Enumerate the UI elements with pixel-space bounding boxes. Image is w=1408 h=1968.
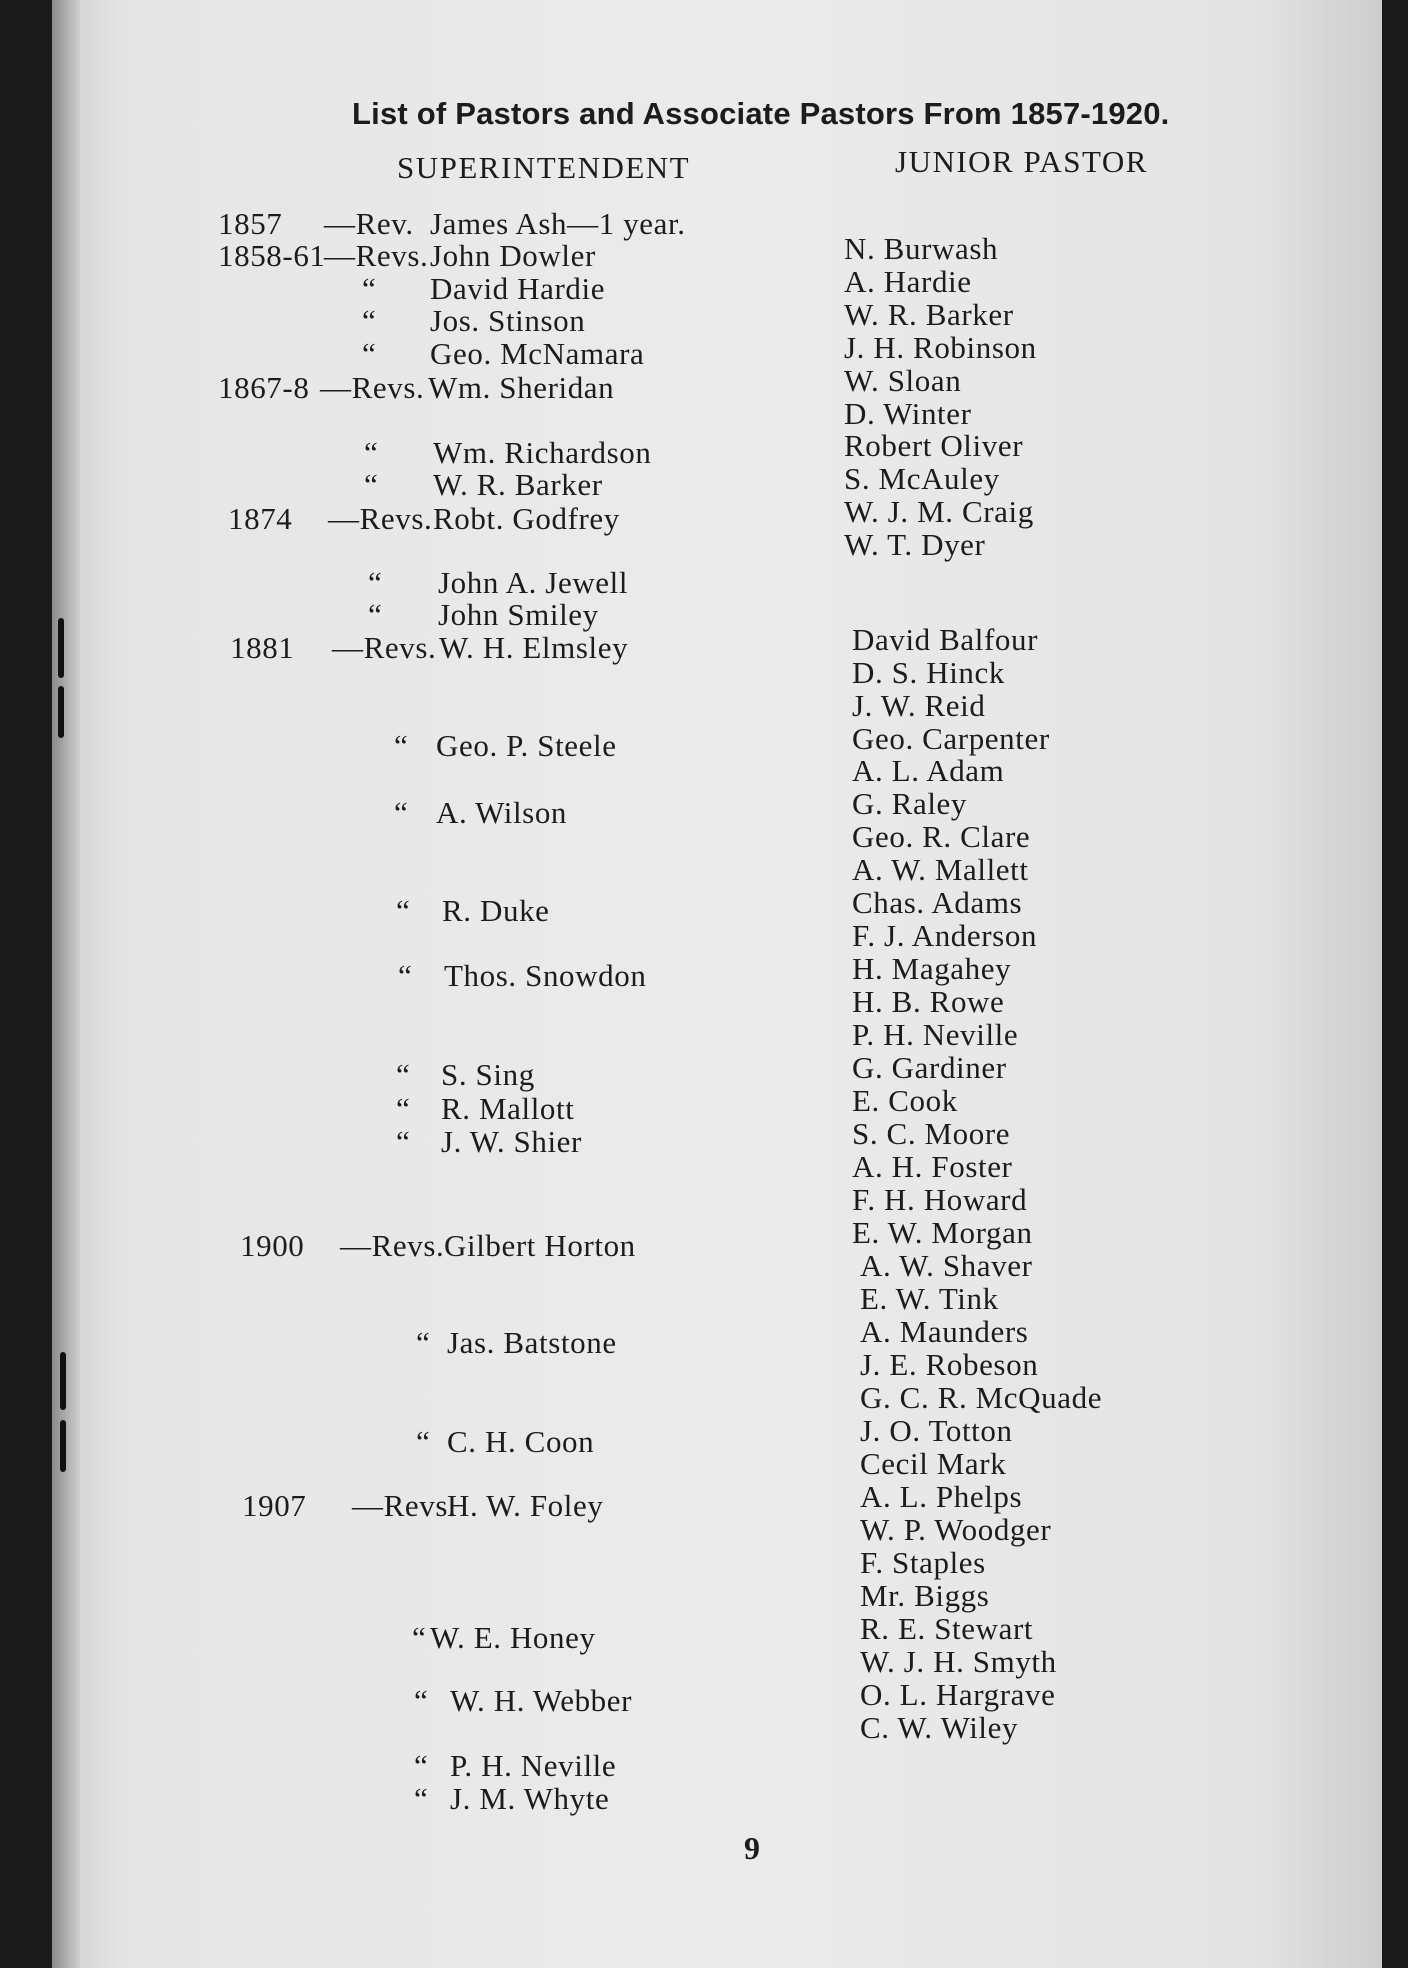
margin-mark (60, 1352, 66, 1410)
superintendent-name: James Ash—1 year. (430, 206, 686, 241)
junior-pastor-name: G. Gardiner (852, 1050, 1007, 1085)
superintendent-prefix: “ (416, 1325, 431, 1360)
junior-pastor-name: D. S. Hinck (852, 655, 1005, 690)
superintendent-prefix: “ (362, 271, 377, 306)
junior-pastor-name: C. W. Wiley (860, 1710, 1019, 1745)
junior-pastor-name: G. C. R. McQuade (860, 1380, 1103, 1415)
junior-pastor-header: JUNIOR PASTOR (895, 144, 1148, 179)
superintendent-year: 1857 (218, 206, 283, 241)
superintendent-prefix: —Revs. (352, 1488, 457, 1523)
superintendent-prefix: “ (414, 1683, 429, 1718)
superintendent-year: 1900 (240, 1228, 305, 1263)
superintendent-header: SUPERINTENDENT (397, 150, 691, 185)
junior-pastor-name: P. H. Neville (852, 1017, 1019, 1052)
junior-pastor-name: W. P. Woodger (860, 1512, 1052, 1547)
superintendent-prefix: —Revs. (332, 630, 437, 665)
junior-pastor-name: H. Magahey (852, 951, 1012, 986)
junior-pastor-name: A. W. Mallett (852, 852, 1029, 887)
junior-pastor-name: N. Burwash (844, 231, 999, 266)
superintendent-name: H. W. Foley (447, 1488, 604, 1523)
junior-pastor-name: Geo. Carpenter (852, 721, 1050, 756)
superintendent-name: W. R. Barker (433, 467, 603, 502)
junior-pastor-name: A. Hardie (844, 264, 972, 299)
superintendent-year: 1874 (228, 501, 293, 536)
superintendent-name: John A. Jewell (438, 565, 629, 600)
superintendent-name: P. H. Neville (450, 1748, 617, 1783)
junior-pastor-name: E. W. Morgan (852, 1215, 1033, 1250)
junior-pastor-name: E. Cook (852, 1083, 958, 1118)
superintendent-name: Jas. Batstone (447, 1325, 617, 1360)
junior-pastor-name: David Balfour (852, 622, 1039, 657)
junior-pastor-name: D. Winter (844, 396, 972, 431)
junior-pastor-name: W. R. Barker (844, 297, 1014, 332)
superintendent-prefix: —Revs. (328, 501, 433, 536)
margin-mark (58, 618, 64, 678)
superintendent-name: A. Wilson (436, 795, 568, 830)
margin-mark (60, 1420, 66, 1472)
superintendent-prefix: —Revs. (320, 370, 425, 405)
superintendent-prefix: “ (362, 336, 377, 371)
superintendent-prefix: “ (412, 1620, 427, 1655)
junior-pastor-name: F. J. Anderson (852, 918, 1038, 953)
superintendent-year: 1867-8 (218, 370, 310, 405)
superintendent-prefix: “ (414, 1781, 429, 1816)
superintendent-prefix: “ (396, 893, 411, 928)
superintendent-prefix: “ (416, 1424, 431, 1459)
junior-pastor-name: J. W. Reid (852, 688, 986, 723)
junior-pastor-name: W. Sloan (844, 363, 962, 398)
superintendent-prefix: “ (364, 435, 379, 470)
superintendent-prefix: “ (368, 597, 383, 632)
junior-pastor-name: S. McAuley (844, 461, 1000, 496)
junior-pastor-name: H. B. Rowe (852, 984, 1005, 1019)
junior-pastor-name: F. H. Howard (852, 1182, 1028, 1217)
page (52, 0, 1382, 1968)
junior-pastor-name: Robert Oliver (844, 428, 1024, 463)
page-number: 9 (744, 1830, 760, 1866)
superintendent-name: John Smiley (438, 597, 599, 632)
superintendent-name: John Dowler (430, 238, 596, 273)
junior-pastor-name: Mr. Biggs (860, 1578, 990, 1613)
junior-pastor-name: Cecil Mark (860, 1446, 1007, 1481)
superintendent-prefix: “ (396, 1091, 411, 1126)
junior-pastor-name: O. L. Hargrave (860, 1677, 1056, 1712)
margin-mark (58, 686, 64, 738)
superintendent-name: S. Sing (441, 1057, 535, 1092)
superintendent-name: Wm. Sheridan (428, 370, 615, 405)
superintendent-name: Gilbert Horton (444, 1228, 636, 1263)
page-title: List of Pastors and Associate Pastors From 1857-1920. (352, 96, 1170, 131)
junior-pastor-name: Chas. Adams (852, 885, 1023, 920)
superintendent-prefix: “ (398, 958, 413, 993)
superintendent-prefix: “ (394, 728, 409, 763)
page-spine (52, 0, 80, 1968)
superintendent-year: 1907 (242, 1488, 307, 1523)
superintendent-prefix: “ (396, 1124, 411, 1159)
junior-pastor-name: S. C. Moore (852, 1116, 1011, 1151)
junior-pastor-name: W. J. M. Craig (844, 494, 1034, 529)
superintendent-prefix: “ (368, 565, 383, 600)
junior-pastor-name: G. Raley (852, 786, 967, 821)
superintendent-name: R. Mallott (441, 1091, 575, 1126)
superintendent-name: Robt. Godfrey (433, 501, 620, 536)
superintendent-name: David Hardie (430, 271, 606, 306)
superintendent-name: C. H. Coon (447, 1424, 595, 1459)
junior-pastor-name: A. Maunders (860, 1314, 1029, 1349)
superintendent-prefix: “ (364, 467, 379, 502)
superintendent-prefix: —Revs. (340, 1228, 445, 1263)
superintendent-name: Jos. Stinson (430, 303, 586, 338)
junior-pastor-name: A. L. Adam (852, 753, 1005, 788)
junior-pastor-name: R. E. Stewart (860, 1611, 1034, 1646)
superintendent-prefix: “ (396, 1057, 411, 1092)
junior-pastor-name: W. J. H. Smyth (860, 1644, 1057, 1679)
superintendent-year: 1881 (230, 630, 295, 665)
junior-pastor-name: W. T. Dyer (844, 527, 986, 562)
superintendent-name: J. M. Whyte (450, 1781, 610, 1816)
superintendent-name: R. Duke (442, 893, 550, 928)
superintendent-name: J. W. Shier (441, 1124, 582, 1159)
superintendent-year: 1858-61 (218, 238, 326, 273)
superintendent-prefix: “ (394, 795, 409, 830)
superintendent-name: W. H. Elmsley (439, 630, 629, 665)
junior-pastor-name: A. L. Phelps (860, 1479, 1023, 1514)
junior-pastor-name: Geo. R. Clare (852, 819, 1031, 854)
junior-pastor-name: F. Staples (860, 1545, 986, 1580)
superintendent-name: Thos. Snowdon (444, 958, 647, 993)
junior-pastor-name: J. H. Robinson (844, 330, 1037, 365)
superintendent-name: Geo. P. Steele (436, 728, 617, 763)
superintendent-prefix: —Rev. (324, 206, 414, 241)
superintendent-prefix: “ (362, 303, 377, 338)
junior-pastor-name: A. H. Foster (852, 1149, 1013, 1184)
superintendent-name: W. H. Webber (450, 1683, 633, 1718)
superintendent-name: W. E. Honey (430, 1620, 596, 1655)
junior-pastor-name: J. O. Totton (860, 1413, 1013, 1448)
superintendent-name: Wm. Richardson (433, 435, 652, 470)
junior-pastor-name: E. W. Tink (860, 1281, 999, 1316)
superintendent-prefix: “ (414, 1748, 429, 1783)
superintendent-prefix: —Revs. (324, 238, 429, 273)
junior-pastor-name: J. E. Robeson (860, 1347, 1039, 1382)
junior-pastor-name: A. W. Shaver (860, 1248, 1033, 1283)
superintendent-name: Geo. McNamara (430, 336, 645, 371)
